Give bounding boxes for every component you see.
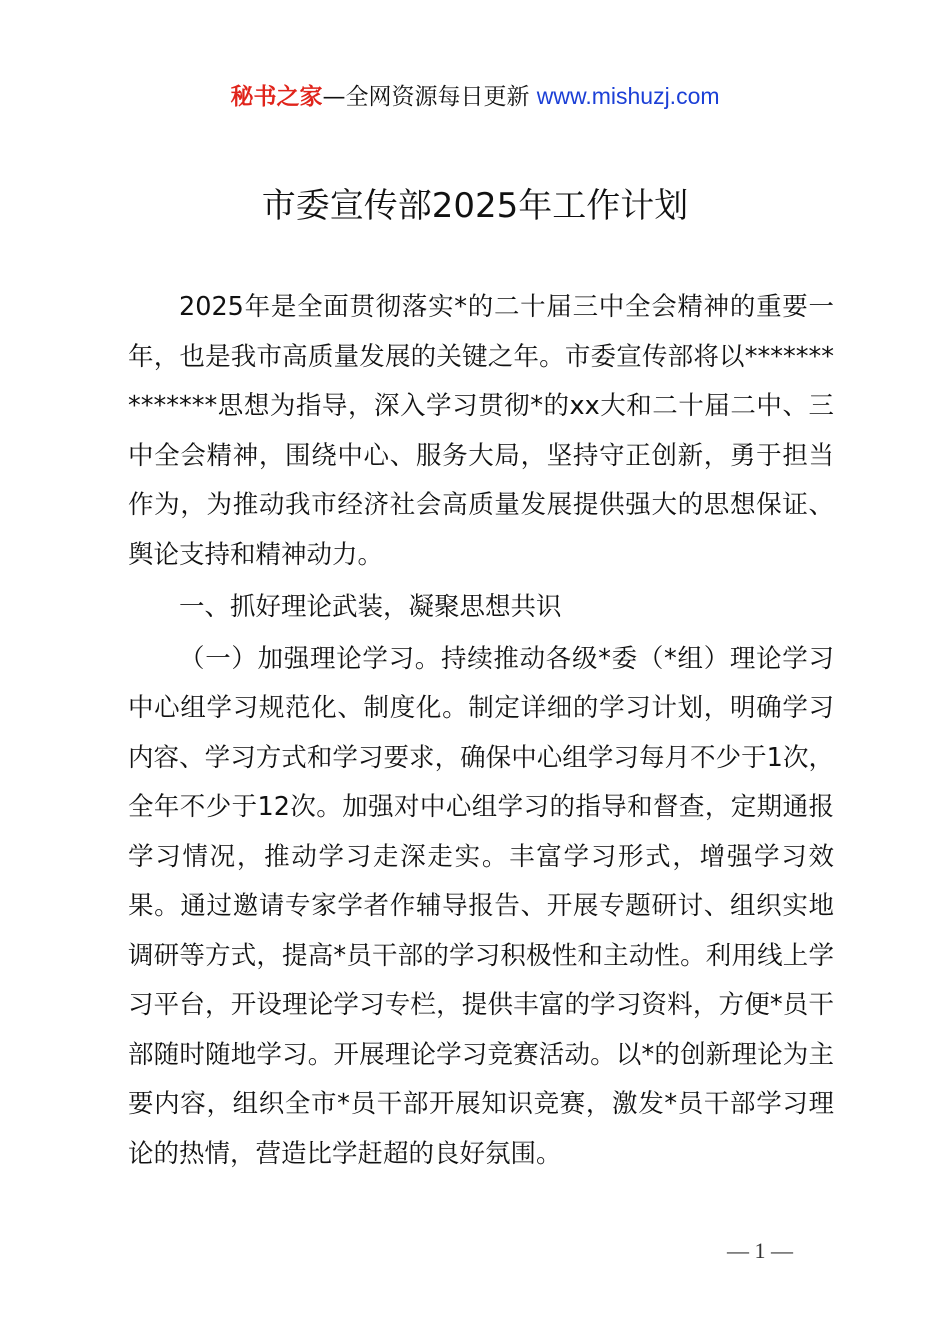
document-title: 市委宣传部2025年工作计划 (261, 186, 689, 226)
document-body (128, 283, 834, 1179)
section-heading: 一、抓好理论武装，凝聚思想共识 (179, 592, 562, 622)
site-tagline: —全网资源每日更新 (322, 84, 537, 110)
site-name: 秘书之家 (230, 84, 323, 110)
intro-paragraph: 2025年是全面贯彻落实*的二十届三中全会精神的重要一年，也是我市高质量发展的关键之年。市委宣传部将以**************思想为指导，深入学习贯彻*的xx大和二十届二中、三中全会精神，围绕中心、服务大局，坚持守正创新，勇于担当作为，为推动我市经济社会高质量发展提供强大的思想保证、舆论支持和精神动力。 (128, 292, 834, 570)
site-url-link[interactable]: www.mishuzj.com (536, 83, 720, 109)
site-header (0, 80, 950, 113)
page-number: — 1 — (727, 1238, 793, 1263)
subsection-paragraph: （一）加强理论学习。持续推动各级*委（*组）理论学习中心组学习规范化、制度化。制定详细的学习计划，明确学习内容、学习方式和学习要求，确保中心组学习每月不少于1次，全年不少于12次。加强对中心组学习的指导和督查，定期通报学习情况，推动学习走深走实。丰富学习形式，增强学习效果。通过邀请专家学者作辅导报告、开展专题研讨、组织实地调研等方式，提高*员干部的学习积极性和主动性。利用线上学习平台，开设理论学习专栏，提供丰富的学习资料，方便*员干部随时随地学习。开展理论学习竞赛活动。以*的创新理论为主要内容，组织全市*员干部开展知识竞赛，激发*员干部学习理论的热情，营造比学赶超的良好氛围。 (128, 643, 834, 1169)
